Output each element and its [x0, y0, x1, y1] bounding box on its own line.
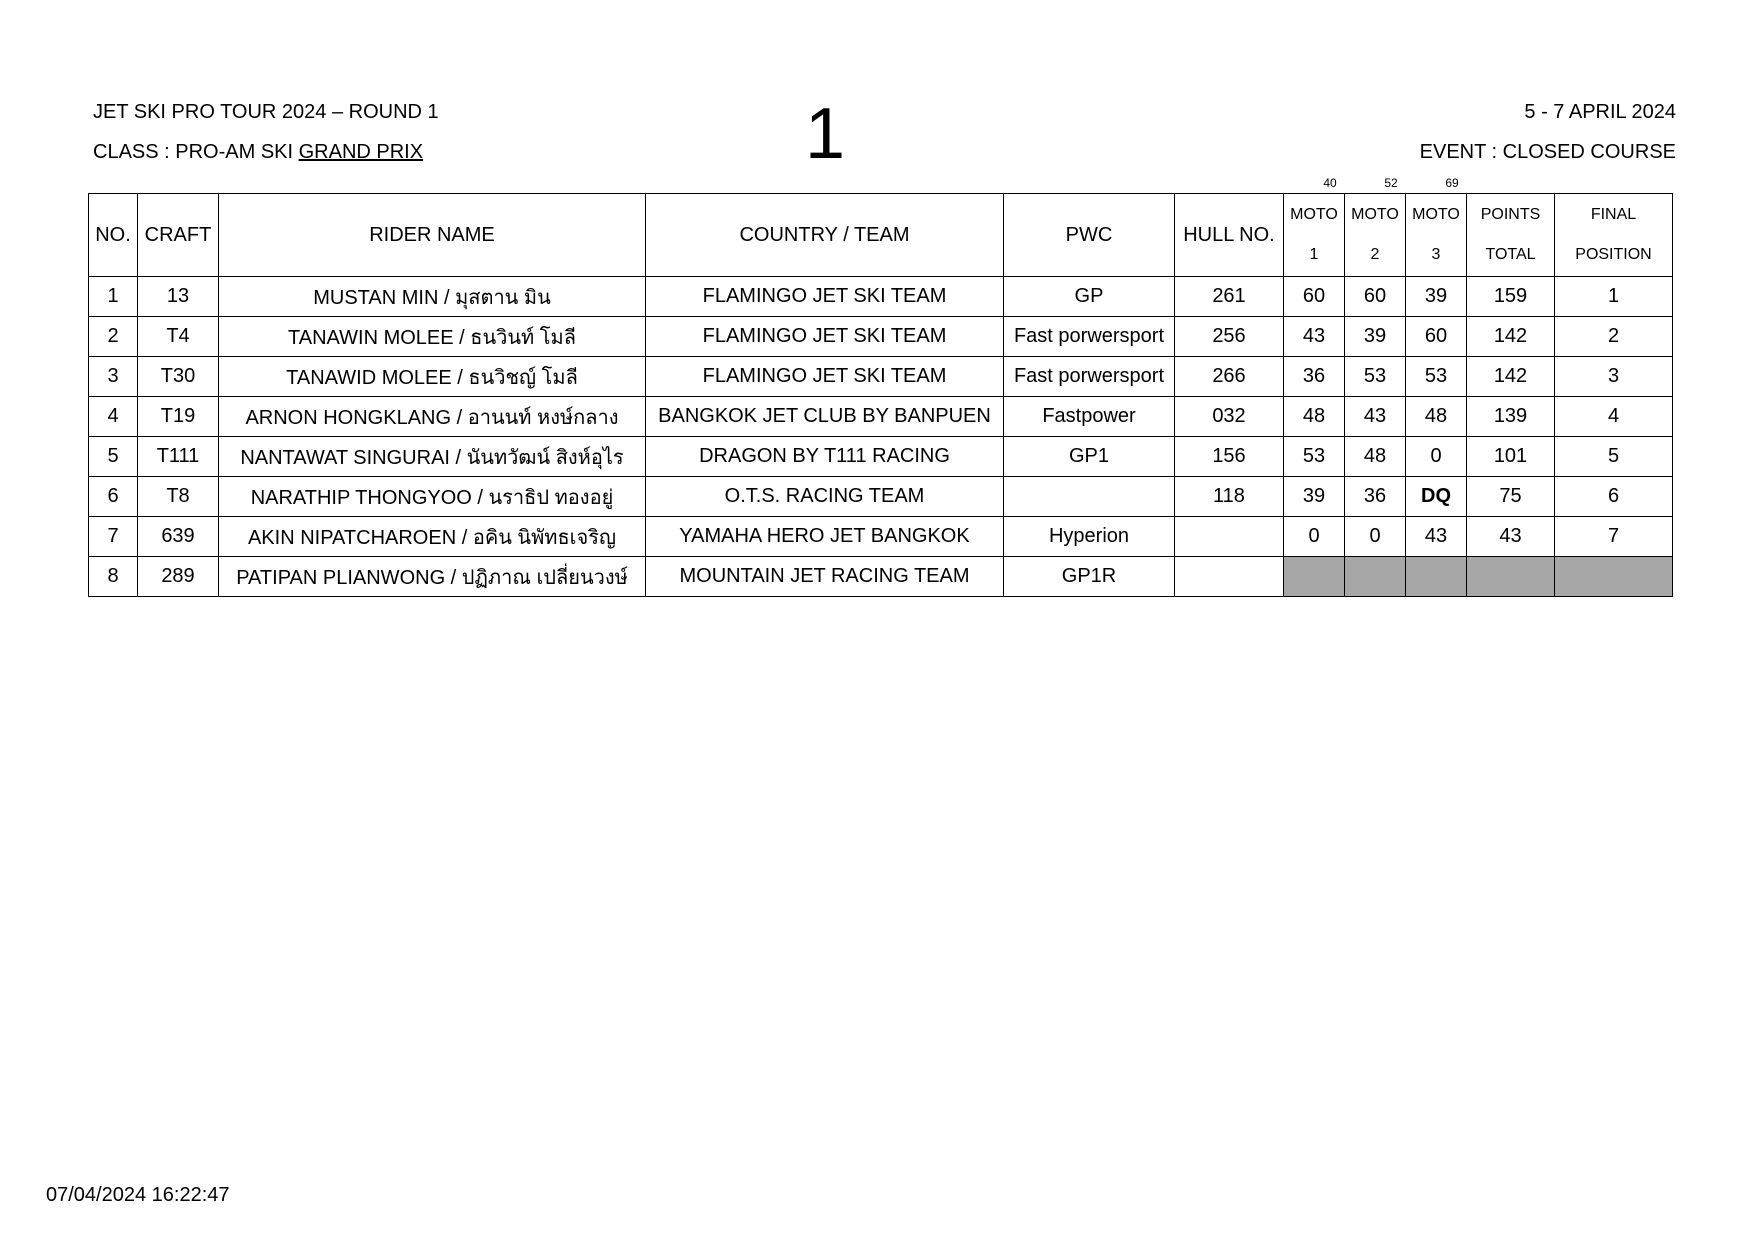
cell-moto2: 36	[1345, 477, 1406, 517]
cell-moto3: 53	[1406, 357, 1467, 397]
table-row	[89, 397, 1673, 437]
cell-no: 5	[89, 437, 138, 477]
col-moto2-label: MOTO	[1351, 206, 1399, 223]
cell-no: 3	[89, 357, 138, 397]
cell-rider: PATIPAN PLIANWONG / ปฏิภาณ เปลี่ยนวงษ์	[219, 557, 646, 597]
cell-moto3-dq: DQ	[1406, 477, 1467, 517]
cell-rider: NANTAWAT SINGURAI / นันทวัฒน์ สิงห์อุไร	[219, 437, 646, 477]
cell-rider: ARNON HONGKLANG / อานนท์ หงษ์กลาง	[219, 397, 646, 437]
cell-rider: TANAWIN MOLEE / ธนวินท์ โมลี	[219, 317, 646, 357]
cell-rider: NARATHIP THONGYOO / นราธิป ทองอยู่	[219, 477, 646, 517]
col-points-label: POINTS	[1480, 206, 1541, 223]
cell-hull: 261	[1175, 277, 1284, 317]
col-craft: CRAFT	[138, 194, 219, 277]
moto1-ref: 40	[1323, 176, 1337, 190]
cell-moto2: 39	[1345, 317, 1406, 357]
moto2-ref: 52	[1384, 176, 1398, 190]
cell-moto1: 48	[1284, 397, 1345, 437]
col-position-label: POSITION	[1575, 246, 1652, 263]
cell-hull: 256	[1175, 317, 1284, 357]
cell-pwc: GP1	[1004, 437, 1175, 477]
cell-craft: 13	[138, 277, 219, 317]
col-total-label: TOTAL	[1485, 246, 1536, 263]
cell-position: 3	[1555, 357, 1673, 397]
class-name: GRAND PRIX	[298, 141, 424, 163]
cell-no: 7	[89, 517, 138, 557]
cell-total	[1467, 557, 1555, 597]
col-pwc: PWC	[1004, 194, 1175, 277]
cell-team: FLAMINGO JET SKI TEAM	[646, 277, 1004, 317]
cell-total: 142	[1467, 357, 1555, 397]
col-moto3	[1406, 194, 1467, 277]
cell-team: YAMAHA HERO JET BANGKOK	[646, 517, 1004, 557]
col-moto3-label: MOTO	[1412, 206, 1460, 223]
col-no: NO.	[89, 194, 138, 277]
cell-moto3: 39	[1406, 277, 1467, 317]
col-rider: RIDER NAME	[219, 194, 646, 277]
cell-pwc: Hyperion	[1004, 517, 1175, 557]
col-moto2-number: 2	[1370, 246, 1380, 263]
cell-moto2	[1345, 557, 1406, 597]
col-moto1-label: MOTO	[1290, 206, 1338, 223]
cell-moto2: 53	[1345, 357, 1406, 397]
cell-moto1: 60	[1284, 277, 1345, 317]
cell-moto2: 43	[1345, 397, 1406, 437]
cell-moto2: 48	[1345, 437, 1406, 477]
cell-craft: T111	[138, 437, 219, 477]
cell-moto2: 0	[1345, 517, 1406, 557]
table-row	[89, 437, 1673, 477]
cell-craft: T30	[138, 357, 219, 397]
col-moto3-number: 3	[1431, 246, 1441, 263]
class-line	[93, 141, 423, 164]
cell-total: 101	[1467, 437, 1555, 477]
cell-craft: 639	[138, 517, 219, 557]
cell-moto1: 53	[1284, 437, 1345, 477]
cell-position	[1555, 557, 1673, 597]
cell-position: 5	[1555, 437, 1673, 477]
col-moto1-number: 1	[1309, 246, 1319, 263]
cell-moto3: 43	[1406, 517, 1467, 557]
col-final-position	[1555, 194, 1673, 277]
table-row	[89, 477, 1673, 517]
table-row	[89, 557, 1673, 597]
cell-no: 6	[89, 477, 138, 517]
cell-total: 142	[1467, 317, 1555, 357]
cell-total: 159	[1467, 277, 1555, 317]
cell-craft: T4	[138, 317, 219, 357]
cell-position: 2	[1555, 317, 1673, 357]
cell-craft: T19	[138, 397, 219, 437]
cell-moto1	[1284, 557, 1345, 597]
cell-total: 75	[1467, 477, 1555, 517]
cell-team: MOUNTAIN JET RACING TEAM	[646, 557, 1004, 597]
cell-moto3: 60	[1406, 317, 1467, 357]
col-moto2	[1345, 194, 1406, 277]
event-title: JET SKI PRO TOUR 2024 – ROUND 1	[93, 101, 439, 123]
col-moto1	[1284, 194, 1345, 277]
cell-craft: 289	[138, 557, 219, 597]
cell-moto1: 43	[1284, 317, 1345, 357]
cell-rider: MUSTAN MIN / มุสตาน มิน	[219, 277, 646, 317]
cell-no: 8	[89, 557, 138, 597]
table-row	[89, 317, 1673, 357]
cell-hull: 156	[1175, 437, 1284, 477]
cell-hull	[1175, 557, 1284, 597]
cell-no: 4	[89, 397, 138, 437]
col-hull: HULL NO.	[1175, 194, 1284, 277]
cell-pwc	[1004, 477, 1175, 517]
cell-pwc: GP	[1004, 277, 1175, 317]
header-row	[89, 194, 1673, 277]
cell-hull: 266	[1175, 357, 1284, 397]
cell-hull	[1175, 517, 1284, 557]
cell-total: 43	[1467, 517, 1555, 557]
event-type: EVENT : CLOSED COURSE	[1419, 141, 1676, 163]
cell-moto3	[1406, 557, 1467, 597]
cell-team: DRAGON BY T111 RACING	[646, 437, 1004, 477]
cell-hull: 032	[1175, 397, 1284, 437]
moto3-ref: 69	[1445, 176, 1459, 190]
cell-no: 1	[89, 277, 138, 317]
cell-no: 2	[89, 317, 138, 357]
cell-hull: 118	[1175, 477, 1284, 517]
table-row	[89, 357, 1673, 397]
cell-pwc: GP1R	[1004, 557, 1175, 597]
class-prefix: CLASS : PRO-AM SKI	[93, 141, 299, 163]
table-row	[89, 277, 1673, 317]
cell-rider: TANAWID MOLEE / ธนวิชญ์ โมลี	[219, 357, 646, 397]
cell-team: FLAMINGO JET SKI TEAM	[646, 317, 1004, 357]
cell-total: 139	[1467, 397, 1555, 437]
results-table	[88, 193, 1673, 597]
cell-moto2: 60	[1345, 277, 1406, 317]
cell-moto3: 48	[1406, 397, 1467, 437]
cell-position: 7	[1555, 517, 1673, 557]
cell-position: 1	[1555, 277, 1673, 317]
cell-craft: T8	[138, 477, 219, 517]
page-number: 1	[804, 94, 846, 174]
print-timestamp: 07/04/2024 16:22:47	[46, 1184, 230, 1206]
table-row	[89, 517, 1673, 557]
cell-moto3: 0	[1406, 437, 1467, 477]
col-points-total	[1467, 194, 1555, 277]
cell-team: BANGKOK JET CLUB BY BANPUEN	[646, 397, 1004, 437]
col-team: COUNTRY / TEAM	[646, 194, 1004, 277]
cell-moto1: 0	[1284, 517, 1345, 557]
cell-position: 6	[1555, 477, 1673, 517]
col-final-label: FINAL	[1590, 206, 1637, 223]
cell-position: 4	[1555, 397, 1673, 437]
cell-pwc: Fast porwersport	[1004, 357, 1175, 397]
event-date: 5 - 7 APRIL 2024	[1524, 101, 1676, 123]
cell-team: O.T.S. RACING TEAM	[646, 477, 1004, 517]
cell-moto1: 36	[1284, 357, 1345, 397]
cell-team: FLAMINGO JET SKI TEAM	[646, 357, 1004, 397]
cell-pwc: Fast porwersport	[1004, 317, 1175, 357]
cell-moto1: 39	[1284, 477, 1345, 517]
cell-rider: AKIN NIPATCHAROEN / อคิน นิพัทธเจริญ	[219, 517, 646, 557]
cell-pwc: Fastpower	[1004, 397, 1175, 437]
